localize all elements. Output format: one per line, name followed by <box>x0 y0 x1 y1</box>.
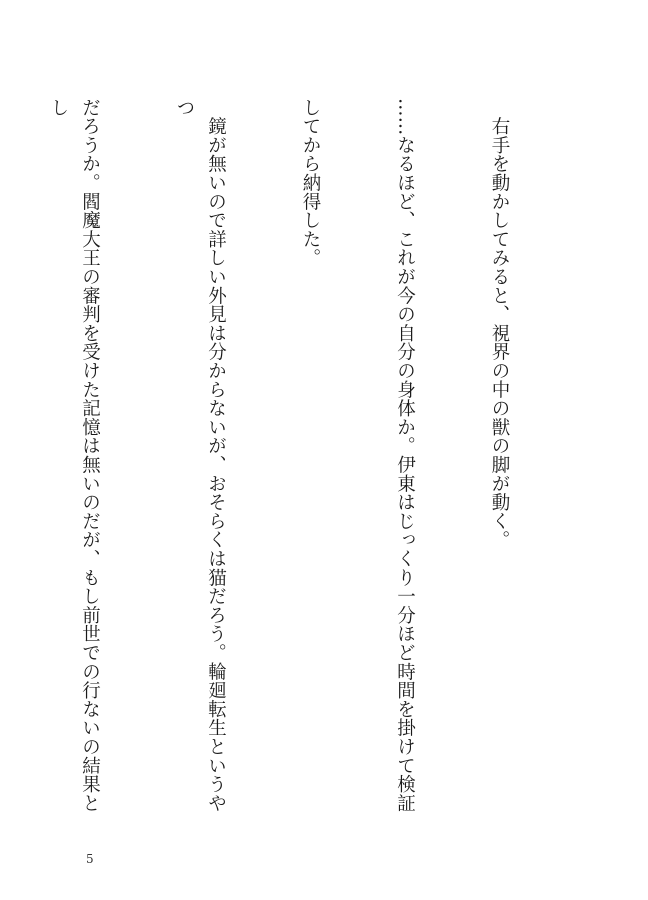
text-line: してから納得した。 <box>300 98 321 268</box>
page-number: 5 <box>86 852 94 866</box>
text-line: 右手を動かしてみると、視界の中の獣の脚が動く。 <box>489 98 510 550</box>
vertical-text-body <box>48 98 578 818</box>
text-line: 鏡が無いので詳しい外見は分からないが、おそらくは猫だろう。輪廻転生というやつ <box>174 98 227 813</box>
text-line: だろうか。閻魔大王の審判を受けた記憶は無いのだが、もし前世での行ないの結果とし <box>48 98 101 813</box>
text-line: ……なるほど、これが今の自分の身体か。伊東はじっくり一分ほど時間を掛けて検証 <box>394 98 416 813</box>
